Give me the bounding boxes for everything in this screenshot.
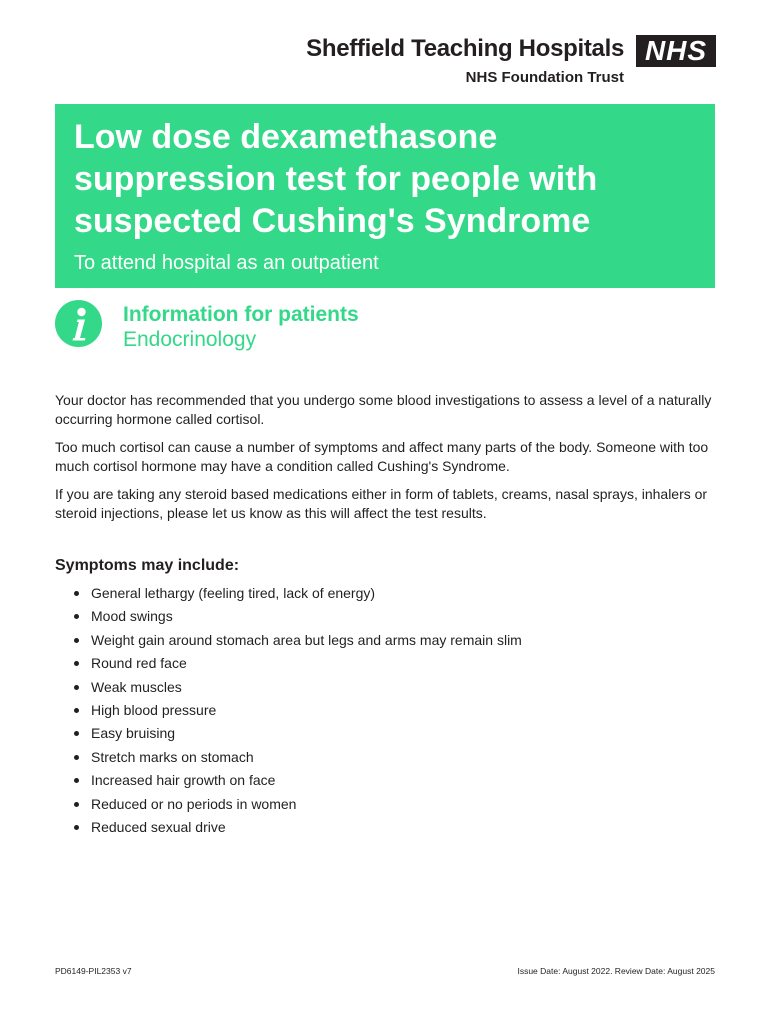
intro-text [55,391,715,532]
bullet-icon [74,708,79,713]
list-item-text: Weak muscles [91,678,182,695]
list-item-text: High blood pressure [91,701,217,718]
symptoms-list [55,582,715,839]
document-title: Low dose dexamethasone suppression test for people with suspected Cushing's Syndrome [74,118,598,240]
list-item-text: Reduced or no periods in women [91,795,297,812]
bullet-icon [74,731,79,736]
bullet-icon [74,802,79,807]
list-item [55,676,715,699]
organisation-subtitle: NHS Foundation Trust [465,69,624,86]
bullet-icon [74,661,79,666]
list-item-text: Stretch marks on stomach [91,748,254,765]
bullet-icon [74,685,79,690]
issue-review-dates: Issue Date: August 2022. Review Date: August 2025 [517,966,715,976]
list-item-text: Weight gain around stomach area but legs and arms may remain slim [91,631,522,648]
bullet-icon [74,755,79,760]
bullet-icon [74,778,79,783]
list-item [55,746,715,769]
list-item [55,605,715,628]
list-item [55,722,715,745]
list-item [55,793,715,816]
organisation-name: Sheffield Teaching Hospitals [306,35,624,62]
document-subtitle: To attend hospital as an outpatient [74,252,379,274]
title-banner [55,104,715,288]
intro-paragraph: If you are taking any steroid based medications either in form of tablets, creams, nasal sprays, inhalers or steroid injections, please let us know as this will affect the test results. [55,486,708,521]
list-item-text: Increased hair growth on face [91,772,276,789]
info-icon [55,300,102,347]
intro-paragraph: Too much cortisol can cause a number of symptoms and affect many parts of the body. Someone with too much cortisol hormone may have a condition called Cushing's Syndrome. [55,439,709,474]
nhs-logo: NHS [636,35,716,67]
list-item-text: Mood swings [91,608,173,625]
list-item [55,769,715,792]
list-item-text: Easy bruising [91,725,176,742]
info-heading: Information for patients [123,303,359,326]
bullet-icon [74,825,79,830]
list-item [55,816,715,839]
department-name: Endocrinology [123,328,257,351]
symptoms-heading: Symptoms may include: [55,557,240,574]
bullet-icon [74,638,79,643]
list-item [55,582,715,605]
list-item-text: Reduced sexual drive [91,818,226,835]
bullet-icon [74,614,79,619]
list-item-text: General lethargy (feeling tired, lack of energy) [91,585,376,601]
bullet-icon [74,591,79,596]
intro-paragraph: Your doctor has recommended that you undergo some blood investigations to assess a level of a naturally occurring hormone called cortisol. [55,392,712,427]
list-item [55,629,715,652]
list-item [55,699,715,722]
document-code: PD6149-PIL2353 v7 [55,966,132,976]
list-item-text: Round red face [91,655,187,672]
list-item [55,652,715,675]
